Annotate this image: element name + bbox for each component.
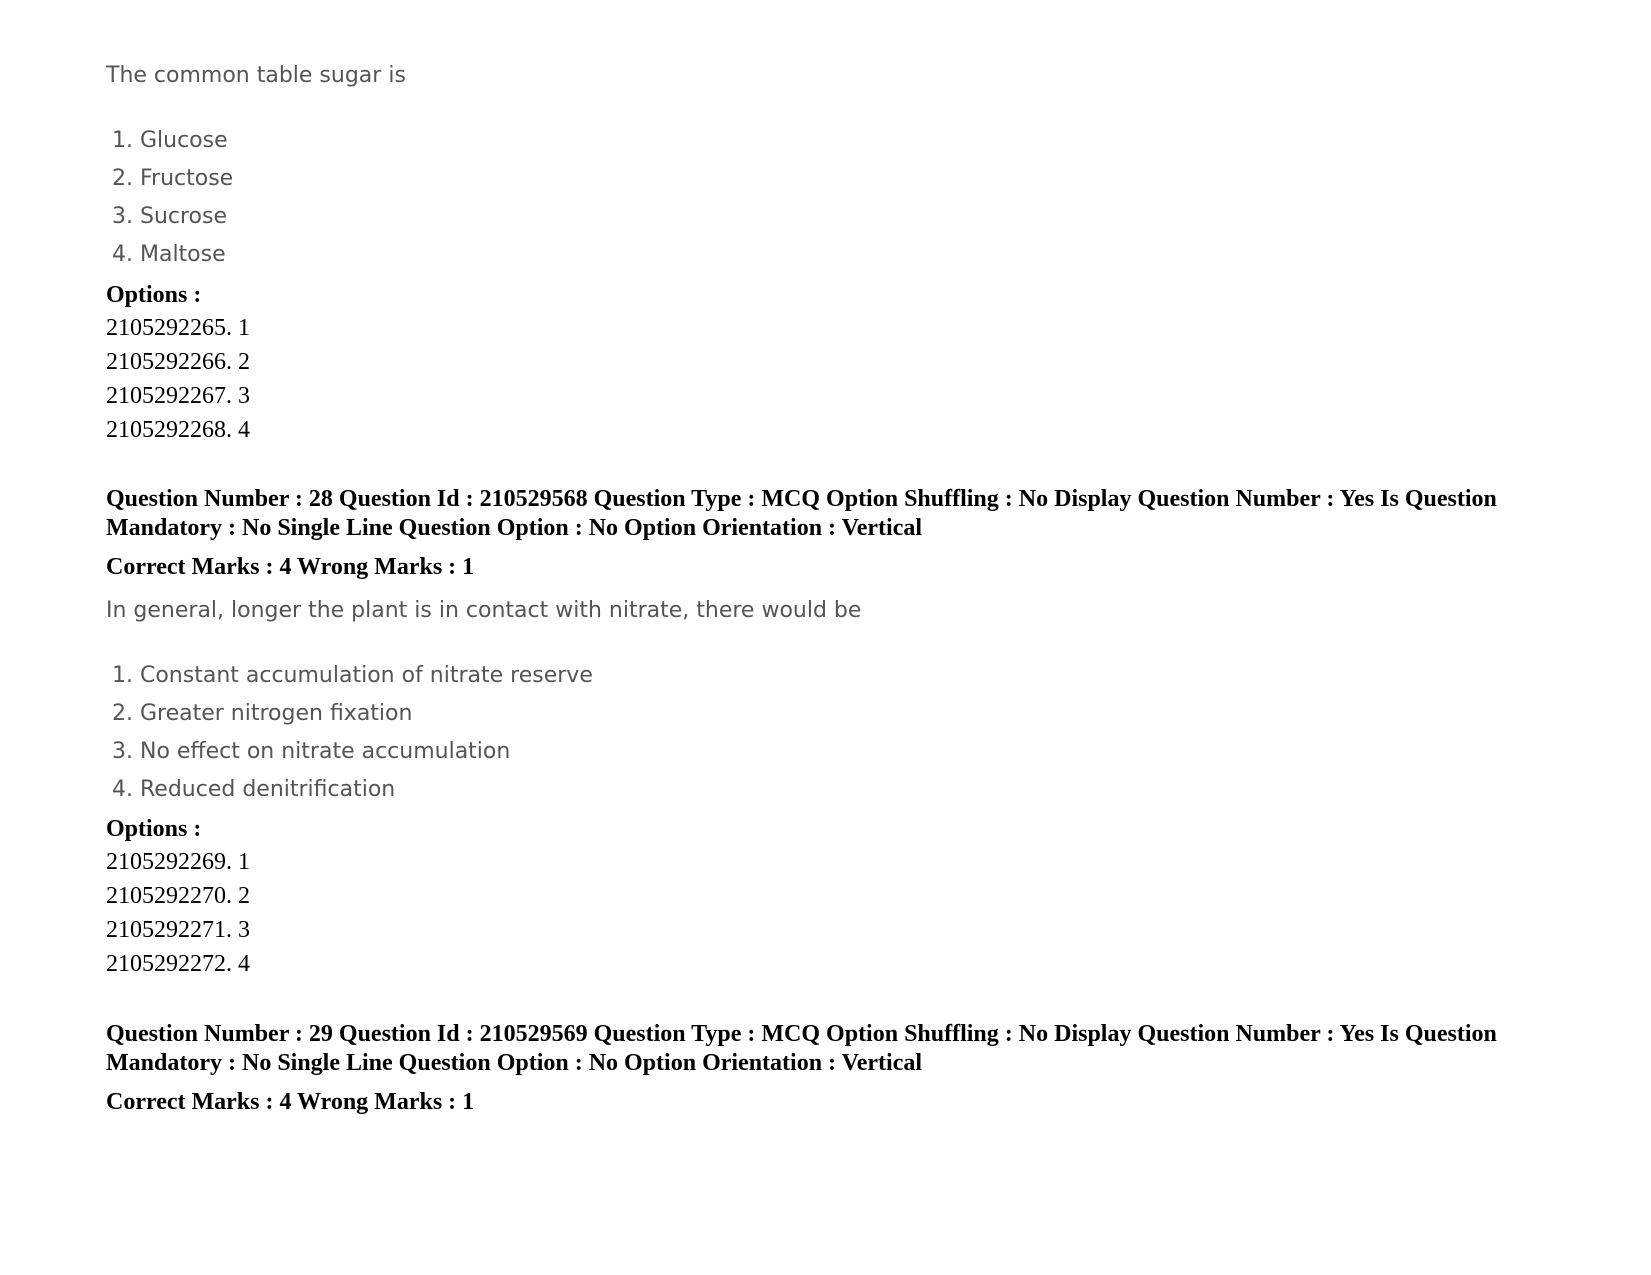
question-marks: Correct Marks : 4 Wrong Marks : 1 [106,1089,475,1115]
choice-item: 3. No effect on nitrate accumulation [112,739,511,764]
question-meta: Question Number : 28 Question Id : 210529568 Question Type : MCQ Option Shuffling : No Display Question Number : Yes Is Question Mandatory : No Single Line Question Option : No Option Orientation : Vertical [106,486,1497,541]
choice-item: 2. Fructose [112,166,234,191]
option-item: 2105292266. 2 [106,349,250,375]
choice-item: 1. Constant accumulation of nitrate reserve [112,663,593,688]
question-meta: Question Number : 29 Question Id : 210529569 Question Type : MCQ Option Shuffling : No Display Question Number : Yes Is Question Mandatory : No Single Line Question Option : No Option Orientation : Vertical [106,1021,1497,1076]
question-image-27 [106,62,1576,90]
question-choices-27 [106,122,1582,274]
question-marks: Correct Marks : 4 Wrong Marks : 1 [106,554,475,580]
question-stem: In general, longer the plant is in contact with nitrate, there would be [106,598,862,623]
question-stem: The common table sugar is [106,63,406,88]
choice-item: 2. Greater nitrogen fixation [112,701,413,726]
option-item: 2105292269. 1 [106,849,250,875]
options-heading: Options : [106,816,202,842]
option-item: 2105292265. 1 [106,315,250,341]
question-image-28 [106,597,1576,625]
option-item: 2105292271. 3 [106,917,250,943]
choice-item: 4. Maltose [112,242,226,267]
option-item: 2105292268. 4 [106,417,250,443]
options-heading: Options : [106,282,202,308]
option-item: 2105292272. 4 [106,951,250,977]
choice-item: 1. Glucose [112,128,228,153]
option-item: 2105292270. 2 [106,883,250,909]
options-list [106,311,1576,447]
choice-item: 3. Sucrose [112,204,228,229]
question-choices-28 [106,657,1582,809]
option-item: 2105292267. 3 [106,383,250,409]
choice-item: 4. Reduced denitrification [112,777,396,802]
options-list [106,845,1576,981]
